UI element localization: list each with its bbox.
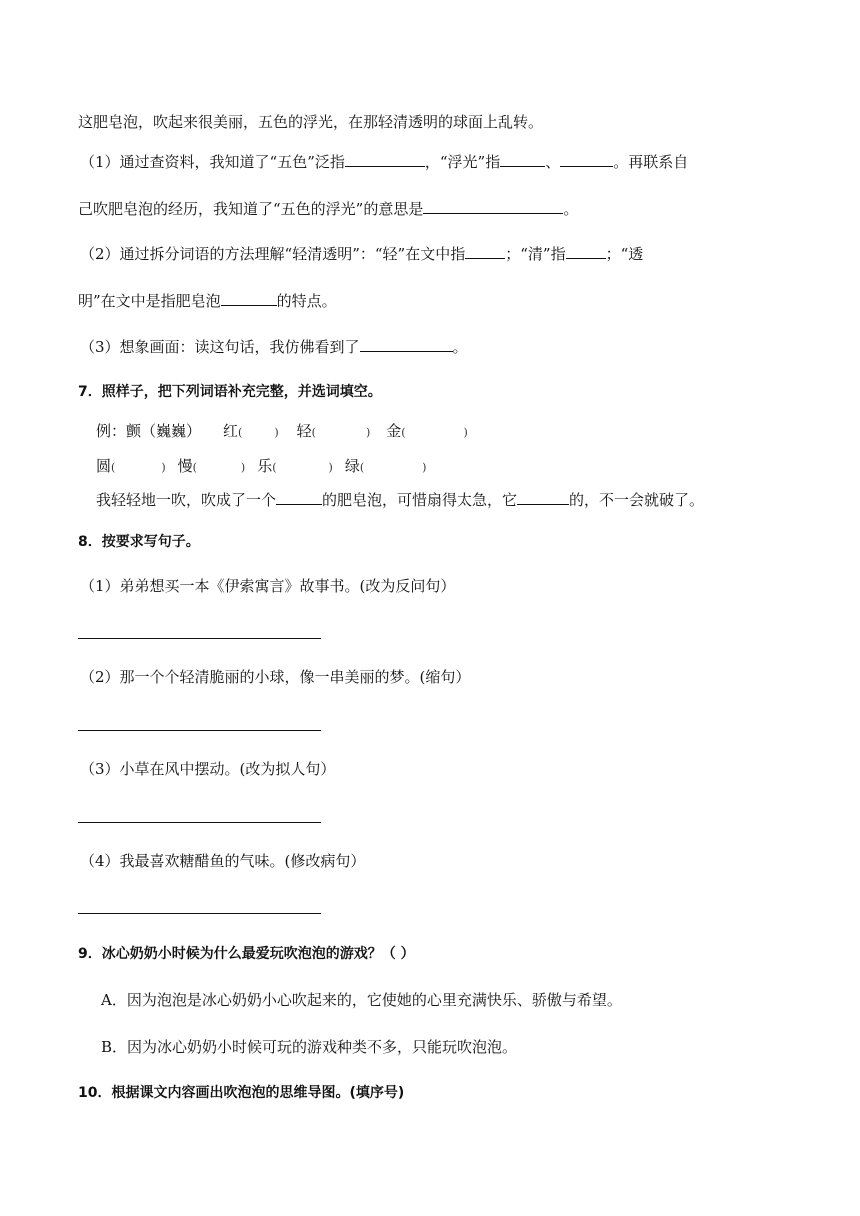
blank[interactable] <box>517 490 569 505</box>
q7-example-row: 例：颤（巍巍） 红( ) 轻( ) 金( ) <box>96 422 468 440</box>
blank[interactable] <box>500 152 545 167</box>
q7-word: 红 <box>223 422 239 440</box>
blank[interactable] <box>360 337 453 352</box>
answer-line[interactable] <box>78 638 321 639</box>
q7-fill-sentence: 我轻轻地一吹，吹成了一个 的肥皂泡，可惜扇得太急，它 的，不一会就破了。 <box>96 491 705 509</box>
q7-example: 例：颤（巍巍） <box>96 422 202 440</box>
q6-item-2-line-2: 明”在文中是指肥皂泡 的特点。 <box>78 292 337 310</box>
blank[interactable] <box>276 490 322 505</box>
blank[interactable] <box>345 152 425 167</box>
blank[interactable] <box>566 244 606 259</box>
q8-item: （4）我最喜欢糖醋鱼的气味。(修改病句） <box>80 852 366 870</box>
q6-item-1-line-1: （1）通过查资料，我知道了“五色”泛指 ，“浮光”指 、 。再联系自 <box>80 153 689 171</box>
q7-word: 轻 <box>296 422 312 440</box>
q7-word: 金 <box>386 422 402 440</box>
q10-title: 10．根据课文内容画出吹泡泡的思维导图。(填序号) <box>78 1085 405 1101</box>
q6-item-2-line-1: （2）通过拆分词语的方法理解“轻清透明”：“轻”在文中指 ；“清”指 ；“透 <box>80 245 644 263</box>
q7-word: 圆 <box>96 457 112 475</box>
blank[interactable] <box>221 291 277 306</box>
q7-word: 慢 <box>177 457 193 475</box>
intro-sentence: 这肥皂泡，吹起来很美丽，五色的浮光，在那轻清透明的球面上乱转。 <box>78 113 544 131</box>
q9-option-b[interactable]: B．因为冰心奶奶小时候可玩的游戏种类不多，只能玩吹泡泡。 <box>101 1038 518 1056</box>
q7-word: 乐 <box>257 457 273 475</box>
q8-item: （1）弟弟想买一本《伊索寓言》故事书。(改为反问句） <box>80 577 456 595</box>
blank[interactable] <box>560 152 613 167</box>
q9-title: 9．冰心奶奶小时候为什么最爱玩吹泡泡的游戏？（ ） <box>78 946 415 962</box>
q6-item-1-line-2: 己吹肥皂泡的经历，我知道了“五色的浮光”的意思是 。 <box>78 200 579 218</box>
q7-word: 绿 <box>344 457 360 475</box>
answer-line[interactable] <box>78 822 321 823</box>
q7-title: 7．照样子，把下列词语补充完整，并选词填空。 <box>78 384 382 400</box>
answer-line[interactable] <box>78 913 321 914</box>
blank[interactable] <box>465 244 505 259</box>
q6-item-3: （3）想象画面：读这句话，我仿佛看到了 。 <box>80 338 468 356</box>
q8-item: （3）小草在风中摆动。(改为拟人句） <box>80 760 336 778</box>
q9-option-a[interactable]: A．因为泡泡是冰心奶奶小心吹起来的，它使她的心里充满快乐、骄傲与希望。 <box>101 991 622 1009</box>
q7-words-row: 圆( ) 慢( ) 乐( ) 绿( ) <box>96 457 427 475</box>
blank[interactable] <box>423 199 563 214</box>
q8-item: （2）那一个个轻清脆丽的小球，像一串美丽的梦。(缩句） <box>80 668 471 686</box>
q8-title: 8．按要求写句子。 <box>78 534 200 550</box>
answer-line[interactable] <box>78 730 321 731</box>
